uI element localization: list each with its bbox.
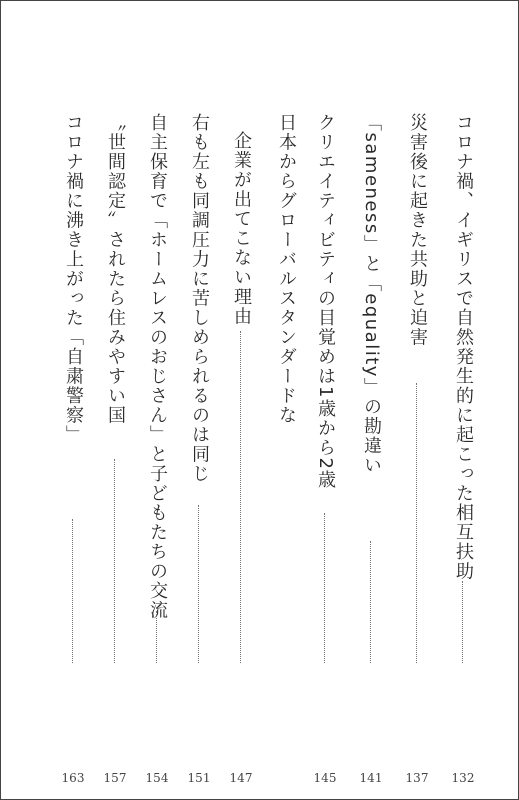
toc-entry — [102, 113, 128, 785]
leader-dots — [156, 611, 157, 663]
toc-entry-page: 151 — [187, 771, 211, 785]
toc-entry-title: クリエイティビティの目覚めは1歳から2歳 — [315, 113, 336, 490]
toc-entry-title: コロナ禍、イギリスで自然発生的に起こった相互扶助 — [453, 113, 474, 581]
toc-entry-title: 右も左も同調圧力に苦しめられるのは同じ — [189, 113, 210, 484]
leader-dots — [370, 541, 371, 663]
toc-entry-title: 日本からグローバルスタンダードな — [276, 113, 297, 425]
toc-entry-page: 137 — [405, 771, 429, 785]
toc-entry-page: 163 — [61, 771, 85, 785]
toc-entry-page: 147 — [229, 771, 253, 785]
toc-entry — [450, 113, 476, 785]
toc-entry-title: 災害後に起きた共助と迫害 — [407, 113, 428, 347]
leader-dots — [324, 513, 325, 663]
toc-entry-title: 「sameness」と「equality」の勘違い — [361, 113, 382, 476]
leader-dots — [462, 581, 463, 663]
leader-dots — [240, 331, 241, 663]
leader-dots — [72, 519, 73, 663]
toc-entry-title: 〝世間認定〟されたら住みやすい国 — [105, 113, 126, 425]
toc-entry-page: 141 — [359, 771, 383, 785]
toc-entry — [404, 113, 430, 785]
toc-entry — [60, 113, 86, 785]
leader-dots — [114, 459, 115, 663]
toc-entry — [358, 113, 384, 785]
toc-entry-title: 自主保育で「ホームレスのおじさん」と子どもたちの交流 — [147, 113, 168, 620]
toc-entry — [273, 113, 299, 673]
toc-entry — [312, 113, 338, 785]
toc-entry-page: 145 — [313, 771, 337, 785]
toc-entry — [228, 131, 254, 785]
toc-entry-title: 企業が出てこない理由 — [231, 131, 252, 326]
leader-dots — [198, 505, 199, 663]
leader-dots — [416, 383, 417, 663]
toc-entry-page: 157 — [103, 771, 127, 785]
toc-entry — [144, 113, 170, 785]
toc-entry-page: 132 — [451, 771, 475, 785]
toc-entry-page: 154 — [145, 771, 169, 785]
toc-entry — [186, 113, 212, 785]
toc-entry-title: コロナ禍に沸き上がった「自粛警察」 — [63, 113, 84, 445]
